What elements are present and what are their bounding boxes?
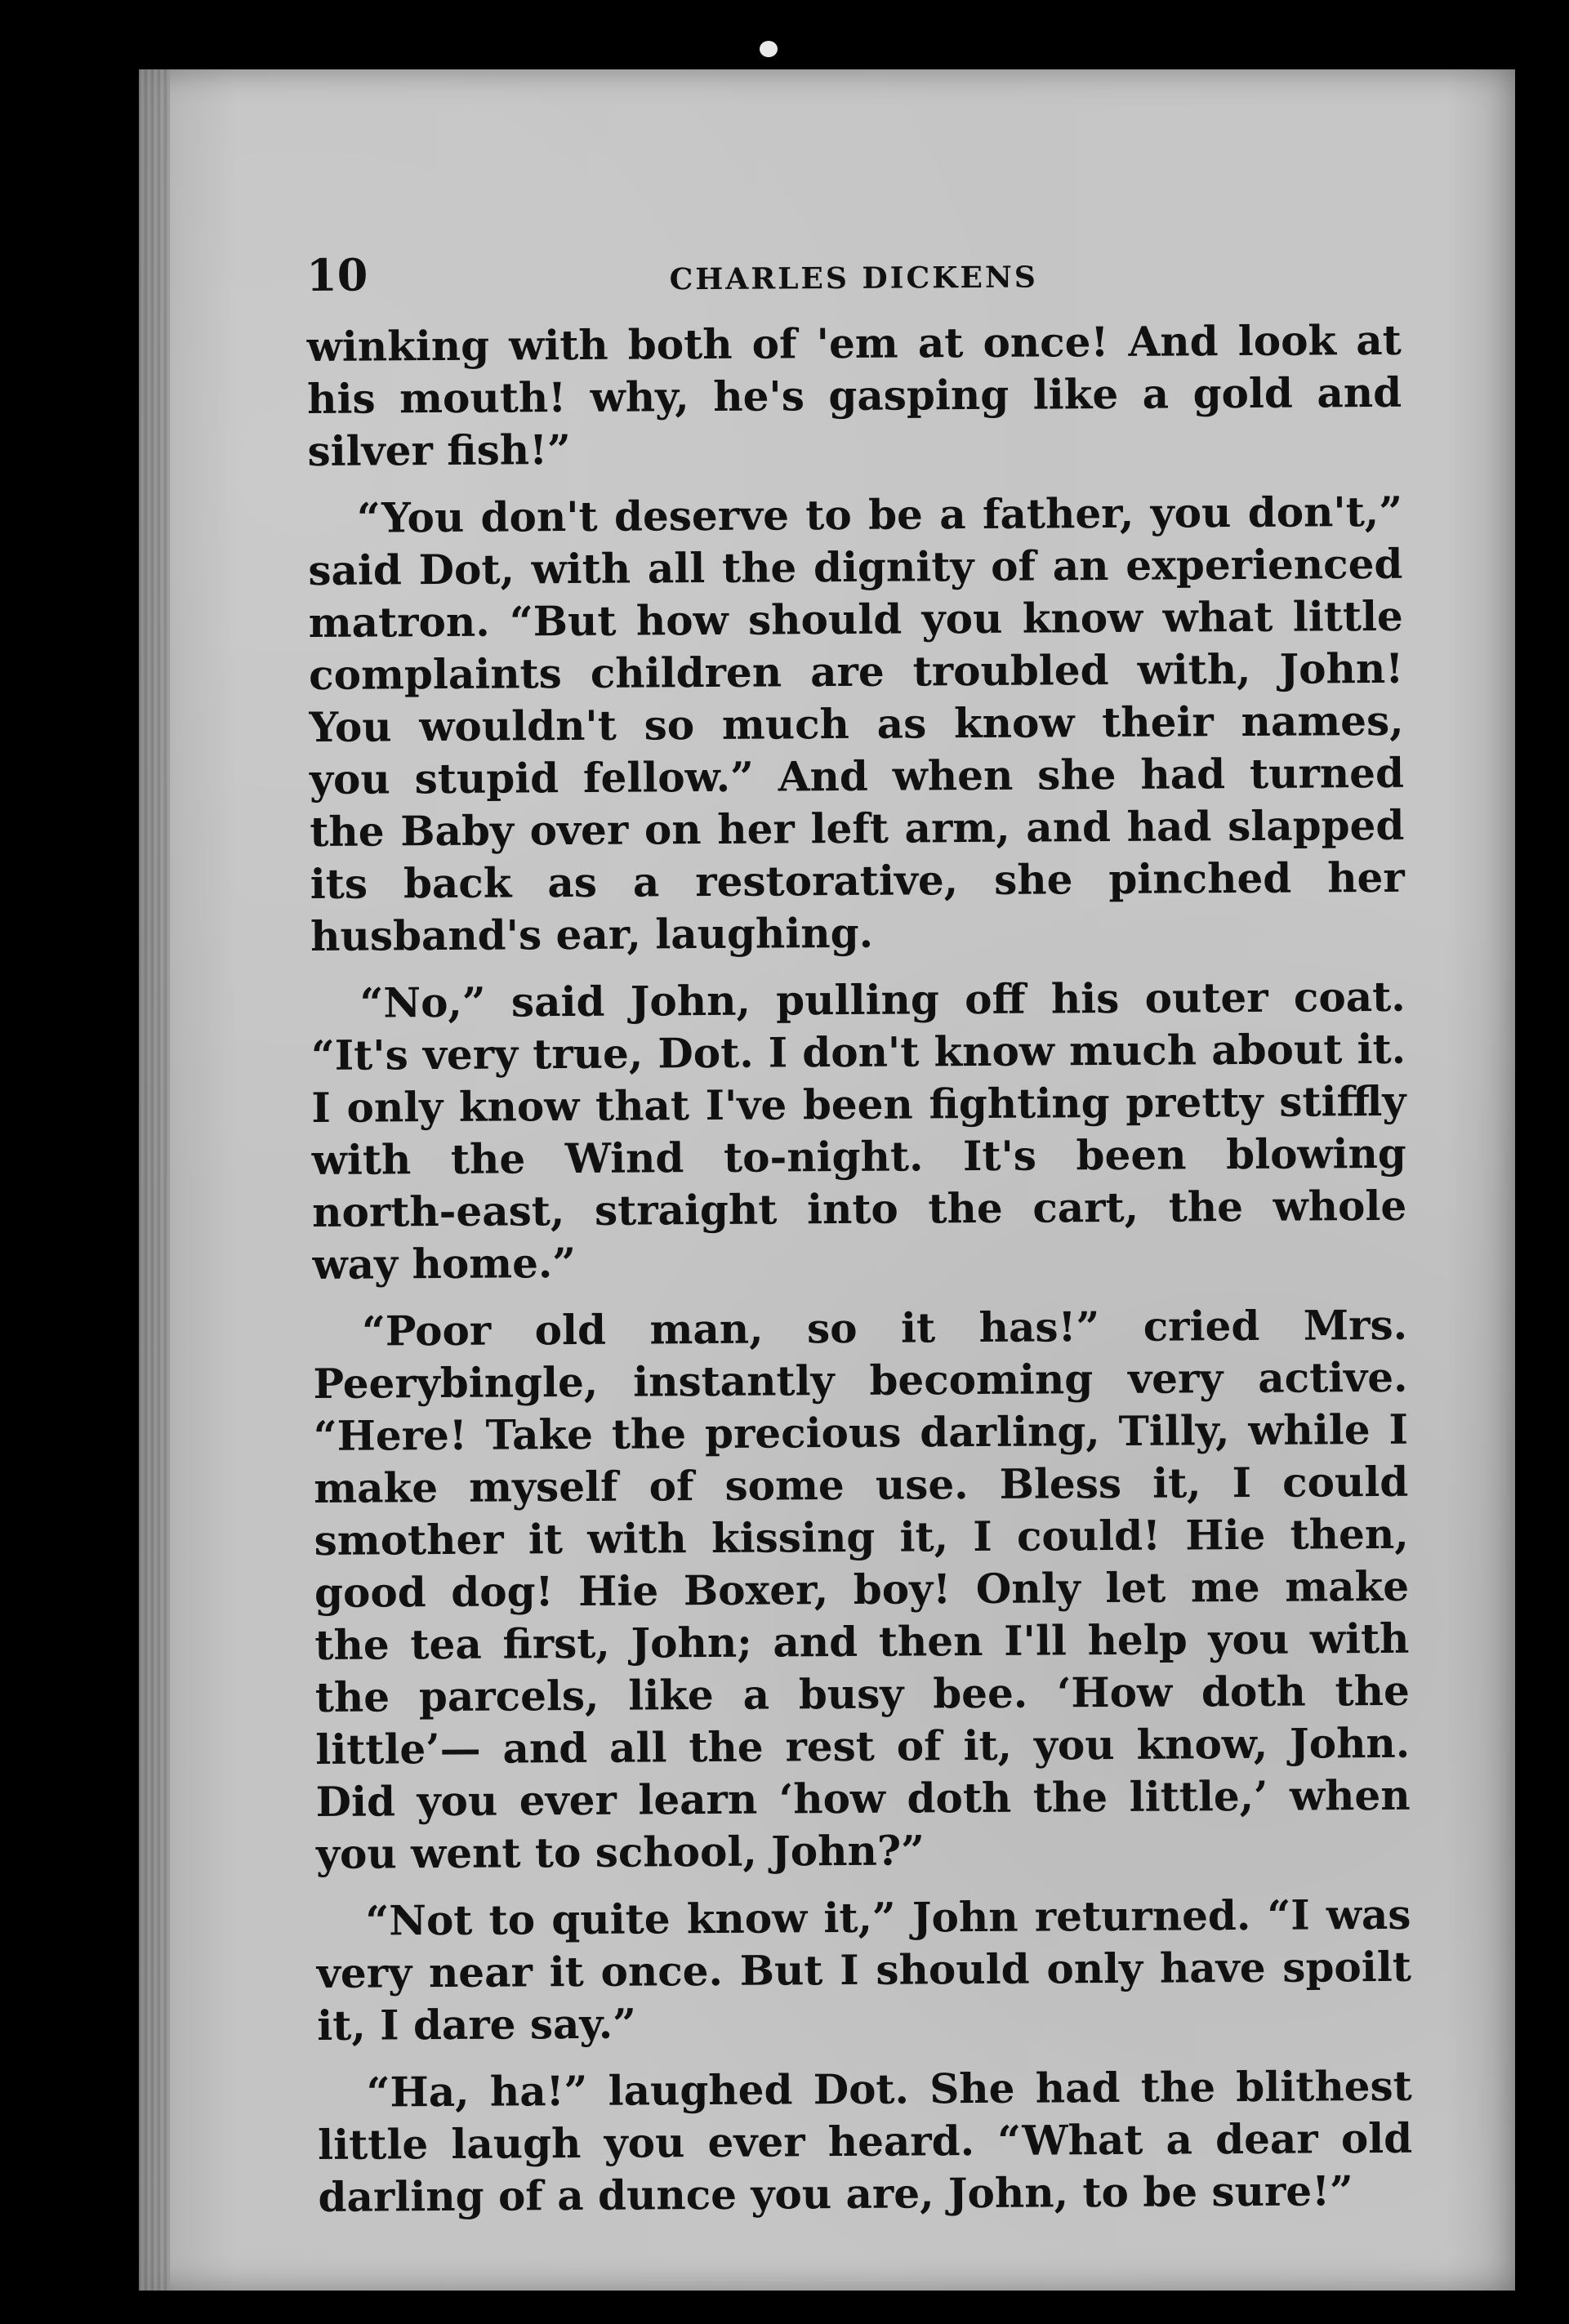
running-head: CHARLES DICKENS [669, 260, 1038, 297]
page-header [306, 243, 1401, 306]
page-content [306, 243, 1413, 2238]
paragraph-6: “Ha, ha!” laughed Dot. She had the blithest little laugh you ever heard. “What a dear old darling of a dunce you are, John, to be sure!” [318, 2061, 1413, 2221]
paragraph-5: “Not to quite know it,” John returned. “I was very near it once. But I should only have spoilt it, I dare say.” [316, 1890, 1412, 2050]
page-binding-edge [139, 69, 170, 2291]
paragraph-2: “You don't deserve to be a father, you don't,” said Dot, with all the dignity of an experienced matron. “But how should you know what little complaints children are troubled with, John! You wouldn't so much as know their names, you stupid fellow.” And when she had turned the Baby over on her left arm, and had slapped its back as a restorative, she pinched her husband's ear, laughing. [308, 487, 1405, 960]
dust-speck [760, 41, 778, 57]
paragraph-4: “Poor old man, so it has!” cried Mrs. Peerybingle, instantly becoming very active. “Here! Take the precious darling, Tilly, while I make myself of some use. Bless it, I could smother it with kissing it, I could! Hie then, good dog! Hie Boxer, boy! Only let me make the tea first, John; and then I'll help you with the parcels, like a busy bee. ‘How doth the little’— and all the rest of it, you know, John. Did you ever learn ‘how doth the little,’ when you went to school, John?” [313, 1300, 1411, 1878]
page-number: 10 [306, 248, 368, 301]
paragraph-3: “No,” said John, pulling off his outer coat. “It's very true, Dot. I don't know much about it. I only know that I've been fighting pretty stiffly with the Wind to-night. It's been blowing north-east, straight into the cart, the whole way home.” [310, 972, 1407, 1289]
book-page [139, 69, 1515, 2291]
paragraph-1: winking with both of 'em at once! And look at his mouth! why, he's gasping like a gold and silver fish!” [306, 315, 1402, 475]
